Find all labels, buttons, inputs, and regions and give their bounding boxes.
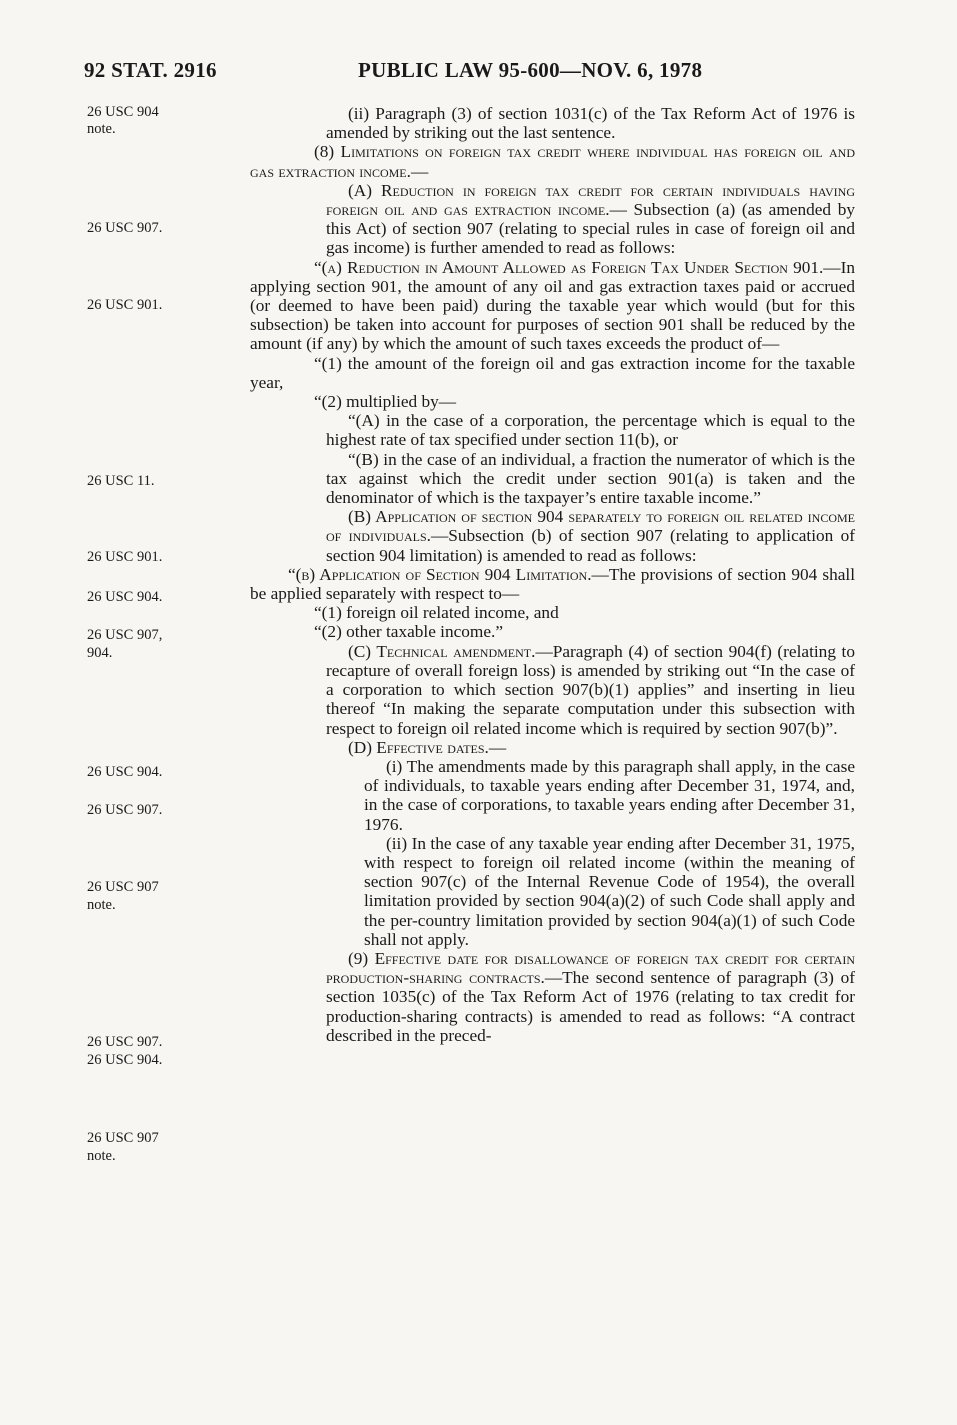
margin-note: 26 USC 907. xyxy=(87,802,163,818)
margin-note: note. xyxy=(87,121,116,137)
paragraph-text: The second sentence of paragraph (3) of section 1035(c) of the Tax Reform Act of 1976 (relating to tax credit for production-sharing contracts) is amended to read as follows: “A contract described in the preced- xyxy=(326,968,855,1045)
paragraph: (ii) Paragraph (3) of section 1031(c) of the Tax Reform Act of 1976 is amended by striking out the last sentence. xyxy=(326,104,855,143)
section-heading: (A) Reduction in foreign tax credit for certain individuals having foreign oil and gas extraction income.— xyxy=(326,180,855,220)
margin-note: 26 USC 907 xyxy=(87,879,159,895)
margin-note: 26 USC 907, xyxy=(87,627,163,643)
paragraph xyxy=(250,258,855,354)
section-heading: (B) Application of section 904 separately to foreign oil related income of individuals.— xyxy=(326,507,855,546)
section-heading: “(b) Application of Section 904 Limitation.— xyxy=(288,564,609,584)
paragraph xyxy=(250,738,855,757)
paragraph: (ii) In the case of any taxable year ending after December 31, 1975, with respect to foreign oil related income (within the meaning of section 907(c) of the Internal Revenue Code of 1954), the overall limitation provided by section 904(a)(2) of such Code shall apply and the per-country limitation provided by section 904(a)(1) of such Code shall not apply. xyxy=(364,833,855,949)
paragraph: “(1) foreign oil related income, and xyxy=(314,603,559,623)
paragraph-text: In applying section 901, the amount of any oil and gas extraction taxes paid or accrued (or deemed to have been paid) during the taxable year which would (but for this subsection) be taken into account for purposes of section 901 shall be reduced by the amount (if any) by which the amount of such taxes exceeds the product of— xyxy=(250,257,855,354)
margin-note: 26 USC 904 xyxy=(87,104,159,120)
margin-note: 26 USC 907 xyxy=(87,1130,159,1146)
margin-note: 26 USC 904. xyxy=(87,589,163,605)
margin-note: 26 USC 907. xyxy=(87,1034,163,1050)
margin-note: 26 USC 11. xyxy=(87,473,155,489)
margin-note: note. xyxy=(87,897,116,913)
paragraph xyxy=(250,642,855,738)
statute-body xyxy=(250,104,855,1045)
margin-note: 26 USC 904. xyxy=(87,764,163,780)
paragraph: “(B) in the case of an individual, a fraction the numerator of which is the tax against which the credit under section 901(a) is taken and the denominator of which is the taxpayer’s entire taxable income.” xyxy=(326,449,855,508)
paragraph xyxy=(250,507,855,565)
paragraph: (i) The amendments made by this paragraph shall apply, in the case of individuals, to taxable years ending after December 31, 1974, and, in the case of corporations, to taxable years ending after December 31, 1976. xyxy=(364,756,855,834)
section-heading: “(a) Reduction in Amount Allowed as Foreign Tax Under Section 901.— xyxy=(314,257,841,277)
margin-note: note. xyxy=(87,1148,116,1164)
paragraph xyxy=(250,949,855,1045)
section-heading: (D) Effective dates.— xyxy=(348,737,507,757)
margin-note: 26 USC 904. xyxy=(87,1052,163,1068)
paragraph-text: Paragraph (4) of section 904(f) (relating to recapture of overall foreign loss) is amended by striking out “In the case of a corporation to which section 907(b)(1) applies” and inserting in lieu thereof “In making the separate computation under this subsection with respect to foreign oil related income which is required by section 907(b)”. xyxy=(326,641,855,738)
margin-note: 26 USC 907. xyxy=(87,220,163,236)
page-stat-number: 92 STAT. 2916 xyxy=(84,58,217,82)
paragraph-text: Subsection (b) of section 907 (relating to application of section 904 limitation) is amended to read as follows: xyxy=(326,526,855,565)
margin-note: 904. xyxy=(87,645,113,661)
page-law-title: PUBLIC LAW 95-600—NOV. 6, 1978 xyxy=(358,58,703,82)
section-heading: (9) Effective date for disallowance of foreign tax credit for certain production-sharing contracts.— xyxy=(326,948,855,988)
paragraph-text: Subsection (a) (as amended by this Act) of section 907 (relating to special rules in case of foreign oil and gas income) is further amended to read as follows: xyxy=(326,200,855,258)
paragraph xyxy=(250,565,855,603)
paragraph xyxy=(250,181,855,258)
section-heading: (8) Limitations on foreign tax credit where individual has foreign oil and gas extraction income.— xyxy=(250,142,855,181)
paragraph: “(2) other taxable income.” xyxy=(314,622,504,642)
margin-note: 26 USC 901. xyxy=(87,297,163,313)
paragraph: “(A) in the case of a corporation, the percentage which is equal to the highest rate of tax specified under section 11(b), or xyxy=(326,411,855,450)
paragraph: “(2) multiplied by— xyxy=(314,392,457,412)
margin-note: 26 USC 901. xyxy=(87,549,163,565)
paragraph xyxy=(250,142,855,180)
paragraph-text: The provisions of section 904 shall be applied separately with respect to— xyxy=(250,564,856,604)
section-heading: (C) Technical amendment.— xyxy=(348,641,553,661)
paragraph: “(1) the amount of the foreign oil and gas extraction income for the taxable year, xyxy=(250,353,855,392)
